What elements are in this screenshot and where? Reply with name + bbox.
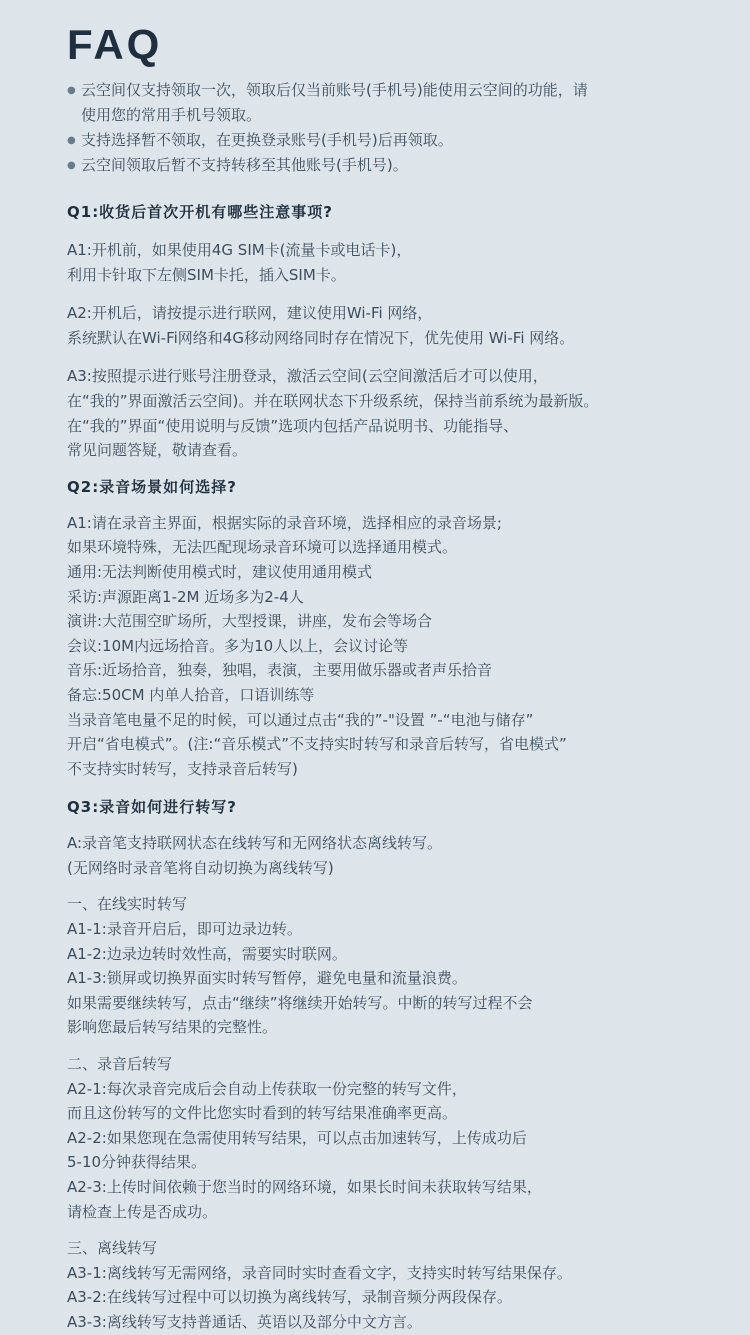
q3-post-line: 而且这份转写的文件比您实时看到的转写结果准确率更高。: [67, 1104, 458, 1123]
q3-online-title: 一、在线实时转写: [67, 895, 188, 914]
q3-online-line: 影响您最后转写结果的完整性。: [67, 1018, 278, 1037]
q2-answer-line: 会议:10M内远场拾音。多为10人以上，会议讨论等: [67, 636, 409, 655]
q3-offline-line: A3-2:在线转写过程中可以切换为离线转写，录制音频分两段保存。: [67, 1288, 512, 1307]
q3-offline-title: 三、离线转写: [67, 1239, 158, 1258]
notice-item: ● 云空间仅支持领取一次，领取后仅当前账号(手机号)能使用云空间的功能，请: [67, 78, 700, 103]
page-title: FAQ: [67, 21, 163, 68]
notice-list: [67, 78, 700, 178]
notice-item-continued: 使用您的常用手机号领取。: [81, 106, 262, 124]
q1-answer-line: 利用卡针取下左侧SIM卡托，插入SIM卡。: [67, 265, 346, 284]
q1-answer-line: 在“我的”界面“使用说明与反馈”选项内包括产品说明书、功能指导、: [67, 416, 519, 435]
q2-section: [67, 475, 700, 782]
q2-answer-line: 演讲:大范围空旷场所，大型授课，讲座，发布会等场合: [67, 612, 433, 631]
q3-offline-line: A3-1:离线转写无需网络，录音同时实时查看文字，支持实时转写结果保存。: [67, 1263, 572, 1282]
q2-answer-line: 音乐:近场拾音，独奏，独唱，表演，主要用做乐器或者声乐拾音: [67, 661, 493, 680]
q3-online-line: 如果需要继续转写，点击“继续”将继续开始转写。中断的转写过程不会: [67, 993, 533, 1012]
q1-answer-line: A2:开机后，请按提示进行联网，建议使用Wi-Fi 网络，: [67, 304, 433, 323]
q3-post-line: A2-1:每次录音完成后会自动上传获取一份完整的转写文件，: [67, 1079, 467, 1098]
q1-section: [67, 200, 700, 463]
q2-answer-line: 不支持实时转写，支持录音后转写): [67, 759, 298, 778]
notice-item: ● 云空间领取后暂不支持转移至其他账号(手机号)。: [67, 153, 700, 178]
q3-intro-line: (无网络时录音笔将自动切换为离线转写): [67, 858, 334, 877]
q3-intro-line: A:录音笔支持联网状态在线转写和无网络状态离线转写。: [67, 834, 443, 853]
q3-post-line: 请检查上传是否成功。: [67, 1202, 218, 1221]
q1-answer-line: A3:按照提示进行账号注册登录，激活云空间(云空间激活后才可以使用，: [67, 367, 548, 386]
q2-answer-line: 当录音笔电量不足的时候，可以通过点击“我的”-"设置 ”-“电池与储存”: [67, 710, 534, 729]
q3-online-line: A1-1:录音开启后，即可边录边转。: [67, 920, 302, 939]
q1-answer-line: A1:开机前，如果使用4G SIM卡(流量卡或电话卡)，: [67, 241, 412, 259]
q2-question: Q2:录音场景如何选择?: [67, 477, 237, 496]
q2-answer-line: 采访:声源距离1-2M 近场多为2-4人: [67, 587, 304, 606]
q3-online-line: A1-2:边录边转时效性高，需要实时联网。: [67, 944, 347, 963]
q3-offline-line: A3-3:离线转写支持普通话、英语以及部分中文方言。: [67, 1312, 422, 1331]
q1-answer-line: 在“我的”界面激活云空间)。并在联网状态下升级系统，保持当前系统为最新版。: [67, 391, 599, 410]
q2-answer-line: 通用:无法判断使用模式时，建议使用通用模式: [67, 562, 373, 581]
q3-question: Q3:录音如何进行转写?: [67, 798, 237, 817]
q1-question: Q1:收货后首次开机有哪些注意事项?: [67, 203, 333, 221]
q3-post-line: A2-2:如果您现在急需使用转写结果，可以点击加速转写，上传成功后: [67, 1128, 527, 1147]
q2-answer-line: 开启“省电模式”。(注:“音乐模式”不支持实时转写和录音后转写，省电模式”: [67, 735, 567, 754]
q3-post-line: 5-10分钟获得结果。: [67, 1153, 207, 1172]
q3-online-line: A1-3:锁屏或切换界面实时转写暂停，避免电量和流量浪费。: [67, 969, 467, 988]
q3-section: [67, 795, 700, 1334]
q2-answer-line: A1:请在录音主界面，根据实际的录音环境，选择相应的录音场景;: [67, 513, 502, 532]
notice-item: ● 支持选择暂不领取，在更换登录账号(手机号)后再领取。: [67, 128, 700, 153]
q1-answer-line: 系统默认在Wi-Fi网络和4G移动网络同时存在情况下，优先使用 Wi-Fi 网络。: [67, 328, 575, 347]
q2-answer-line: 备忘:50CM 内单人拾音，口语训练等: [67, 685, 315, 704]
q2-answer-line: 如果环境特殊，无法匹配现场录音环境可以选择通用模式。: [67, 538, 458, 557]
q3-post-line: A2-3:上传时间依赖于您当时的网络环境，如果长时间未获取转写结果，: [67, 1178, 542, 1196]
q3-post-title: 二、录音后转写: [67, 1055, 173, 1074]
q1-answer-line: 常见问题答疑，敬请查看。: [67, 441, 248, 460]
